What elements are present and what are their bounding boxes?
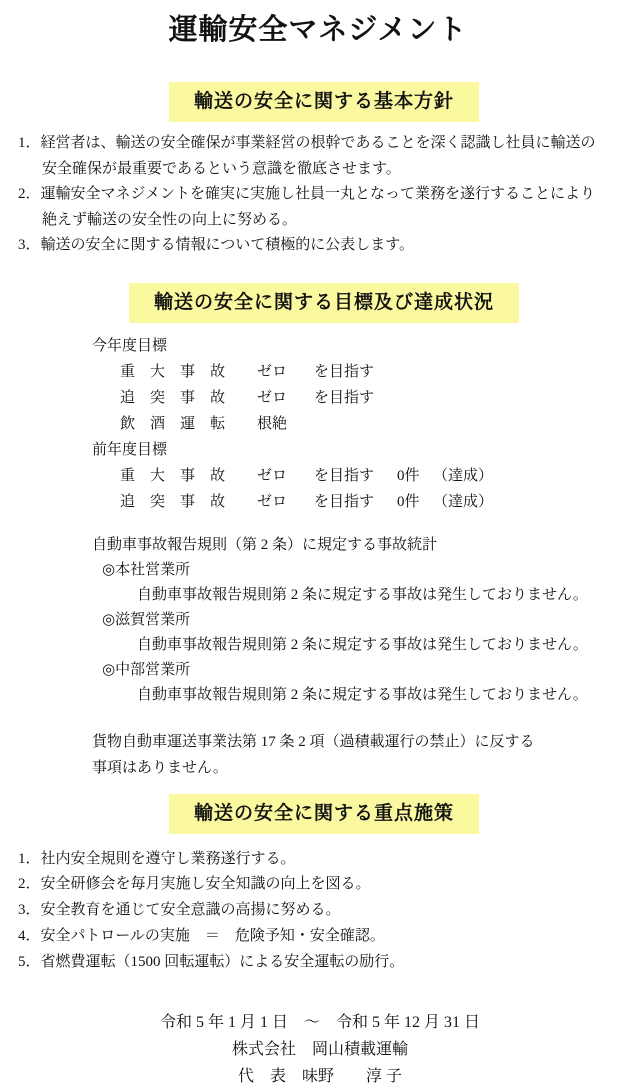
section-heading-basic-policy: 輸送の安全に関する基本方針	[169, 82, 479, 122]
goal-suffix: を目指す	[314, 389, 375, 406]
previous-year-targets-label: 前年度目標	[92, 441, 168, 458]
goal-target: ゼロ	[257, 363, 288, 380]
measure-item-5: 5．省燃費運転（1500 回転運転）による安全運転の励行。	[18, 953, 405, 970]
office-note: 自動車事故報告規則第 2 条に規定する事故は発生しておりません。	[137, 636, 588, 653]
goal-target: 根絶	[257, 415, 288, 432]
office-name-shiga: ◎滋賀営業所	[102, 611, 191, 628]
policy-item-3: 3．輸送の安全に関する情報について積極的に公表します。	[18, 237, 415, 253]
representative-name: 代 表 味野 淳 子	[237, 1068, 402, 1086]
measure-item-1: 1．社内安全規則を遵守し業務遂行する。	[18, 850, 296, 867]
goal-name: 飲 酒 運 転	[120, 415, 226, 432]
goal-suffix: を目指す	[314, 493, 375, 510]
validity-period: 令和 5 年 1 月 1 日 ～ 令和 5 年 12 月 31 日	[159, 1014, 480, 1032]
targets-block	[0, 333, 620, 515]
goal-name: 重 大 事 故	[120, 467, 226, 484]
goal-result: 0件	[397, 493, 420, 510]
page-title: 運輸安全マネジメント	[168, 14, 468, 46]
goal-row	[120, 359, 620, 385]
office-name-honsha: ◎本社営業所	[102, 561, 191, 578]
section-heading-measures: 輸送の安全に関する重点施策	[169, 794, 479, 834]
goal-name: 重 大 事 故	[120, 363, 226, 380]
goal-row	[120, 463, 620, 489]
goal-result: 0件	[397, 467, 420, 484]
office-note: 自動車事故報告規則第 2 条に規定する事故は発生しておりません。	[137, 586, 588, 603]
accident-statistics-block	[0, 533, 620, 708]
goal-suffix: を目指す	[314, 467, 375, 484]
measures-list	[0, 847, 620, 976]
policy-item-2: 2．運輸安全マネジメントを確実に実施し社員一丸となって業務を遂行することにより絶えず輸送の安全性の向上に努める。	[18, 186, 596, 228]
goal-row	[120, 411, 620, 437]
section-heading-targets: 輸送の安全に関する目標及び達成状況	[129, 283, 519, 323]
measure-item-4: 4．安全パトロールの実施 ＝ 危険予知・安全確認。	[18, 927, 385, 944]
goal-row	[120, 489, 620, 515]
measure-item-2: 2．安全研修会を毎月実施し安全知識の向上を図る。	[18, 876, 371, 893]
overload-line-2: 事項はありません。	[92, 759, 228, 776]
goal-suffix: を目指す	[314, 363, 375, 380]
document-footer	[10, 1009, 620, 1090]
goal-status: （達成）	[433, 467, 494, 484]
overload-statement	[92, 729, 620, 781]
office-name-chubu: ◎中部営業所	[102, 661, 191, 678]
office-note: 自動車事故報告規則第 2 条に規定する事故は発生しておりません。	[137, 686, 588, 703]
goal-target: ゼロ	[257, 389, 288, 406]
measure-item-3: 3．安全教育を通じて安全意識の高揚に努める。	[18, 902, 341, 919]
company-name: 株式会社 岡山積載運輸	[231, 1041, 408, 1059]
goal-row	[120, 385, 620, 411]
goal-name: 追 突 事 故	[120, 493, 226, 510]
overload-line-1: 貨物自動車運送事業法第 17 条 2 項（過積載運行の禁止）に反する	[92, 733, 535, 750]
goal-name: 追 突 事 故	[120, 389, 226, 406]
goal-target: ゼロ	[257, 493, 288, 510]
goal-status: （達成）	[433, 493, 494, 510]
goal-target: ゼロ	[257, 467, 288, 484]
basic-policy-list	[0, 131, 620, 259]
policy-item-1: 1．経営者は、輸送の安全確保が事業経営の根幹であることを深く認識し社員に輸送の安全確保が最重要であるという意識を徹底させます。	[18, 135, 596, 177]
statistics-intro: 自動車事故報告規則（第 2 条）に規定する事故統計	[92, 536, 438, 553]
current-year-targets-label: 今年度目標	[92, 337, 168, 354]
